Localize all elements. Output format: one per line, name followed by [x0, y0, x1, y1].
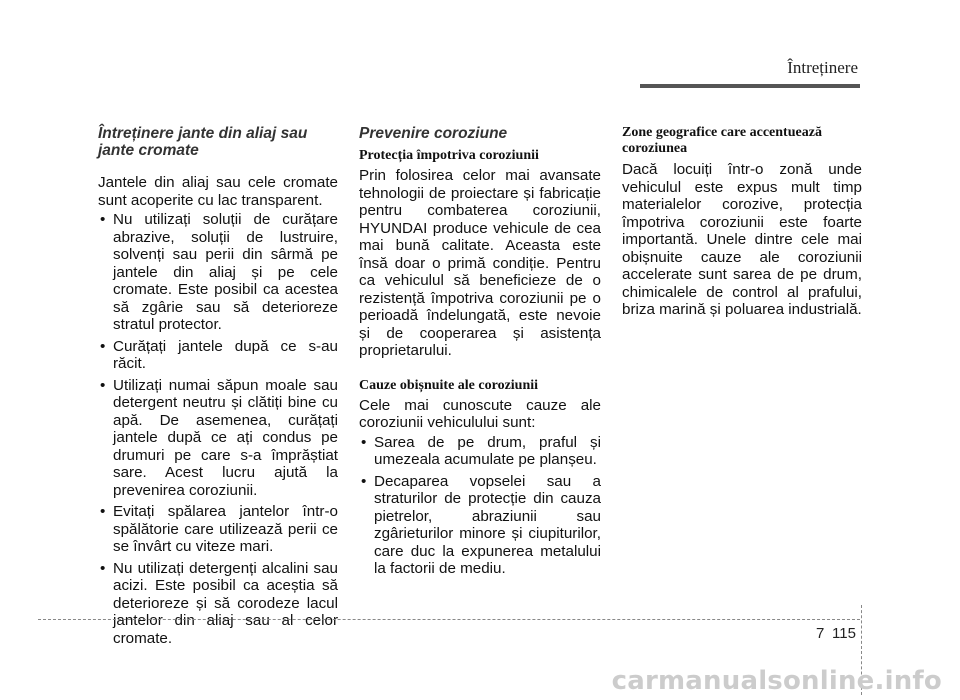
chapter-number: 7 — [816, 625, 825, 642]
column-middle — [359, 125, 601, 582]
corrosion-causes-list — [359, 434, 601, 578]
header-rule — [640, 84, 860, 88]
bullet-icon: • — [100, 376, 106, 394]
causes-paragraph: Cele mai cunoscute cauze ale coroziunii vehiculului sunt: — [359, 396, 601, 431]
bullet-icon: • — [361, 472, 367, 490]
list-item: • Utilizați numai săpun moale sau detergent neutru și clătiți bine cu apă. De asemenea, curățați jantele după ce ați condus pe drumuri pe care s-a împrăștiat sare. Acest lucru ajută la prevenirea coroziunii. — [100, 376, 338, 499]
subheading-protection: Protecția împotriva coroziunii — [359, 148, 539, 163]
regions-paragraph: Dacă locuiți într-o zonă unde vehiculul este expus mult timp materialelor corozive, protecția împotriva coroziunii este foarte importantă. Unele dintre cele mai obișnuite cauze ale coroziunii accelerate sunt sarea de pe drum, chimicalele de control al prafului, briza marină și poluarea industrială. — [622, 161, 862, 318]
list-item: • Evitați spălarea jantelor într-o spălătorie care utilizează perii ce se învârt cu viteze mari. — [100, 503, 338, 555]
subheading-regions: Zone geografice care accentuează coroziunea — [622, 125, 822, 156]
bullet-icon: • — [361, 433, 367, 451]
list-item: • Sarea de pe drum, praful și umezeala acumulate pe planșeu. — [361, 433, 601, 468]
page-number: 115 — [832, 625, 856, 642]
chapter-title: Întreținere — [787, 58, 858, 77]
bullet-icon: • — [100, 211, 106, 228]
footer-rule — [38, 619, 860, 620]
list-item: • Decaparea vopselei sau a straturilor de protecție din cauza pietrelor, abraziunii sau zgârieturilor minore și ciupiturilor, care duc la expunerea metalului la factorii de mediu. — [361, 472, 601, 577]
bullet-icon: • — [100, 503, 106, 520]
column-right — [622, 125, 862, 321]
section-title-wheels: Întreținere jante din aliaj sau jante cromate — [98, 125, 308, 159]
subheading-causes: Cauze obișnuite ale coroziunii — [359, 377, 539, 393]
column-left — [98, 125, 338, 651]
section-title-corrosion: Prevenire coroziune — [359, 125, 508, 142]
list-item: • Curățați jantele după ce s-au răcit. — [100, 337, 338, 372]
bullet-icon: • — [100, 559, 106, 577]
list-item: • Nu utilizați soluții de curățare abrazive, soluții de lustruire, solvenți sau perii din sârmă pe jantele din aliaj și pe cele cromate. Este posibil ca acestea să zgârie sau să deterioreze stratul protector. — [100, 211, 338, 333]
list-item: • Nu utilizați detergenți alcalini sau acizi. Este posibil ca aceștia să deterioreze și să corodeze lacul jantelor din aliaj sau al celor cromate. — [100, 559, 338, 647]
watermark: carmanualsonline.info — [611, 666, 942, 696]
bullet-icon: • — [100, 337, 106, 355]
intro-paragraph: Jantele din aliaj sau cele cromate sunt acoperite cu lac transparent. — [98, 174, 338, 209]
protection-paragraph: Prin folosirea celor mai avansate tehnologii de proiectare și fabricație pentru combaterea coroziunii, HYUNDAI produce vehicule de cea mai bună calitate. Aceasta este însă doar o primă condiție. Pentru ca vehiculul să beneficieze de o rezistență împotriva coroziunii pe o perioadă îndelungată, este nevoie și de cooperarea și asistența proprietarului. — [359, 167, 601, 359]
wheel-care-list — [98, 211, 338, 647]
